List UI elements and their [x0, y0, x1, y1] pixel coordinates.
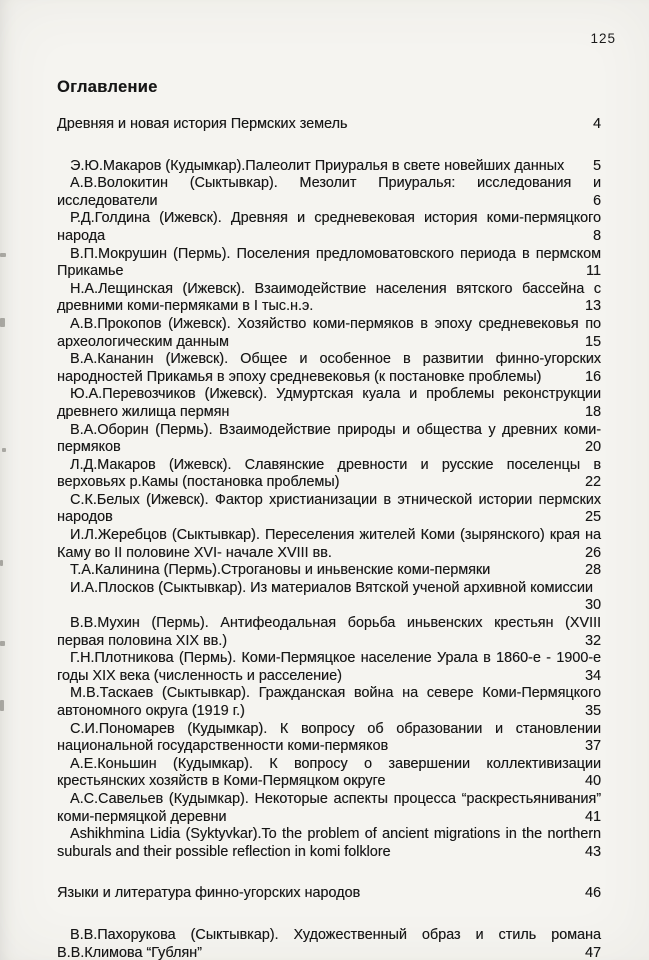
toc-section-page-number: 46 [584, 885, 601, 902]
toc-entry [57, 826, 601, 861]
toc-entry-text: И.Л.Жеребцов (Сыктывкар). Переселения жителей Коми (зырянского) края на Каму во II половине XVI- начале XVIII вв. [57, 527, 601, 561]
toc-entry-text: В.П.Мокрушин (Пермь). Поселения предломоватовского периода в пермском Прикамье [57, 245, 601, 280]
toc-entry [57, 791, 601, 826]
toc-entry [57, 175, 601, 210]
toc-entry [57, 615, 601, 650]
toc-entry-text: С.И.Пономарев (Кудымкар). К вопросу об образовании и становлении национальной государственности коми-пермяков [57, 720, 601, 755]
toc-section-title-text: Древняя и новая история Пермских земель [57, 116, 348, 132]
toc-entry-text: Ю.А.Перевозчиков (Ижевск). Удмуртская куала и проблемы реконструкции древнего жилища пермян [57, 386, 601, 420]
toc-entry [57, 721, 601, 756]
table-of-contents [57, 116, 601, 960]
toc-entry-page-number: 30 [584, 597, 601, 614]
toc-entry-text: В.А.Кананин (Ижевск). Общее и особенное в развитии финно-угорских народностей Прикамья в эпоху средневековья (к постановке проблемы) [57, 351, 601, 385]
toc-entry-text: А.С.Савельев (Кудымкар). Некоторые аспекты процесса “раскрестьянивания” коми-пермяцкой деревни [57, 790, 601, 825]
toc-entry [57, 685, 601, 720]
toc-section-entries [57, 927, 601, 960]
toc-entry-text: В.В.Мухин (Пермь). Антифеодальная борьба иньвенских крестьян (XVIII первая половина XIX вв.) [57, 615, 601, 649]
toc-entry-page-number: 5 [592, 157, 601, 174]
toc-entry [57, 422, 601, 457]
toc-entry [57, 281, 601, 316]
toc-entry [57, 527, 601, 562]
toc-entry-page-number: 28 [584, 562, 601, 579]
toc-entry [57, 580, 601, 615]
toc-entry [57, 562, 601, 580]
toc-entry-text: С.К.Белых (Ижевск). Фактор христианизации в этнической истории пермских народов [57, 491, 601, 526]
toc-entry-page-number: 15 [584, 333, 601, 350]
toc-entry-text: А.В.Волокитин (Сыктывкар). Мезолит Приуралья: исследования и исследователи [57, 175, 601, 209]
toc-entry-page-number: 25 [584, 509, 601, 526]
toc-section-title [57, 116, 601, 134]
toc-section [57, 885, 601, 960]
toc-section-entries [57, 158, 601, 862]
toc-entry-page-number: 13 [584, 298, 601, 315]
toc-entry-text: Р.Д.Голдина (Ижевск). Древняя и средневековая история коми-пермяцкого народа [57, 210, 601, 244]
toc-entry-text: Ashikhmina Lidia (Syktyvkar).To the problem of ancient migrations in the northern suburals and their possible reflection in komi folklore [57, 826, 601, 860]
toc-entry [57, 492, 601, 527]
toc-entry-page-number: 18 [584, 403, 601, 420]
toc-entry-text: В.В.Пахорукова (Сыктывкар). Художественный образ и стиль романа В.В.Климова “Гублян” [57, 926, 601, 960]
toc-entry-page-number: 22 [584, 474, 601, 491]
toc-entry-text: В.А.Оборин (Пермь). Взаимодействие природы и общества у древних коми-пермяков [57, 421, 601, 456]
toc-section [57, 116, 601, 861]
page-title: Оглавление [57, 78, 158, 96]
toc-entry-page-number: 41 [584, 808, 601, 825]
toc-entry-page-number: 47 [584, 944, 601, 960]
page-number: 125 [590, 31, 616, 46]
toc-entry [57, 386, 601, 421]
toc-section-title-text: Языки и литература финно-угорских народов [57, 885, 361, 902]
toc-entry [57, 351, 601, 386]
toc-section-page-number: 4 [592, 116, 601, 132]
toc-entry-page-number: 16 [584, 368, 601, 385]
toc-entry-page-number: 43 [584, 843, 601, 860]
toc-entry-text: А.В.Прокопов (Ижевск). Хозяйство коми-пермяков в эпоху средневековья по археологическим данным [57, 315, 601, 350]
toc-entry-text: Г.Н.Плотникова (Пермь). Коми-Пермяцкое население Урала в 1860-е - 1900-е годы XIX века (численность и расселение) [57, 650, 601, 684]
toc-entry-text: Э.Ю.Макаров (Кудымкар).Палеолит Приуралья в свете новейших данных [70, 157, 565, 174]
toc-entry [57, 927, 601, 960]
toc-entry-page-number: 20 [584, 439, 601, 456]
toc-entry-page-number: 37 [584, 738, 601, 755]
toc-section-title [57, 885, 601, 903]
toc-entry-page-number: 34 [584, 667, 601, 684]
toc-entry [57, 650, 601, 685]
toc-entry [57, 457, 601, 492]
toc-entry [57, 756, 601, 791]
toc-entry [57, 246, 601, 281]
toc-entry [57, 158, 601, 176]
toc-entry-page-number: 32 [584, 632, 601, 649]
toc-entry-page-number: 6 [592, 192, 601, 209]
toc-entry-text: Т.А.Калинина (Пермь).Строгановы и иньвенские коми-пермяки [70, 562, 491, 579]
toc-entry [57, 316, 601, 351]
toc-entry-page-number: 11 [586, 263, 601, 280]
toc-entry-page-number: 8 [592, 227, 601, 244]
toc-entry-text: Н.А.Лещинская (Ижевск). Взаимодействие населения вятского бассейна с древними коми-пермяками в I тыс.н.э. [57, 280, 601, 315]
toc-entry [57, 210, 601, 245]
toc-entry-page-number: 35 [584, 703, 601, 719]
toc-entry-text: Л.Д.Макаров (Ижевск). Славянские древности и русские поселенцы в верховьях р.Камы (постановка проблемы) [57, 456, 601, 491]
toc-entry-text: И.А.Плосков (Сыктывкар). Из материалов Вятской ученой архивной комиссии [70, 579, 593, 596]
toc-entry-page-number: 26 [584, 544, 601, 561]
toc-entry-text: М.В.Таскаев (Сыктывкар). Гражданская война на севере Коми-Пермяцкого автономного округа (1919 г.) [57, 685, 601, 719]
toc-entry-page-number: 40 [584, 773, 601, 790]
toc-entry-text: А.Е.Коньшин (Кудымкар). К вопросу о завершении коллективизации крестьянских хозяйств в Коми-Пермяцком округе [57, 755, 601, 790]
